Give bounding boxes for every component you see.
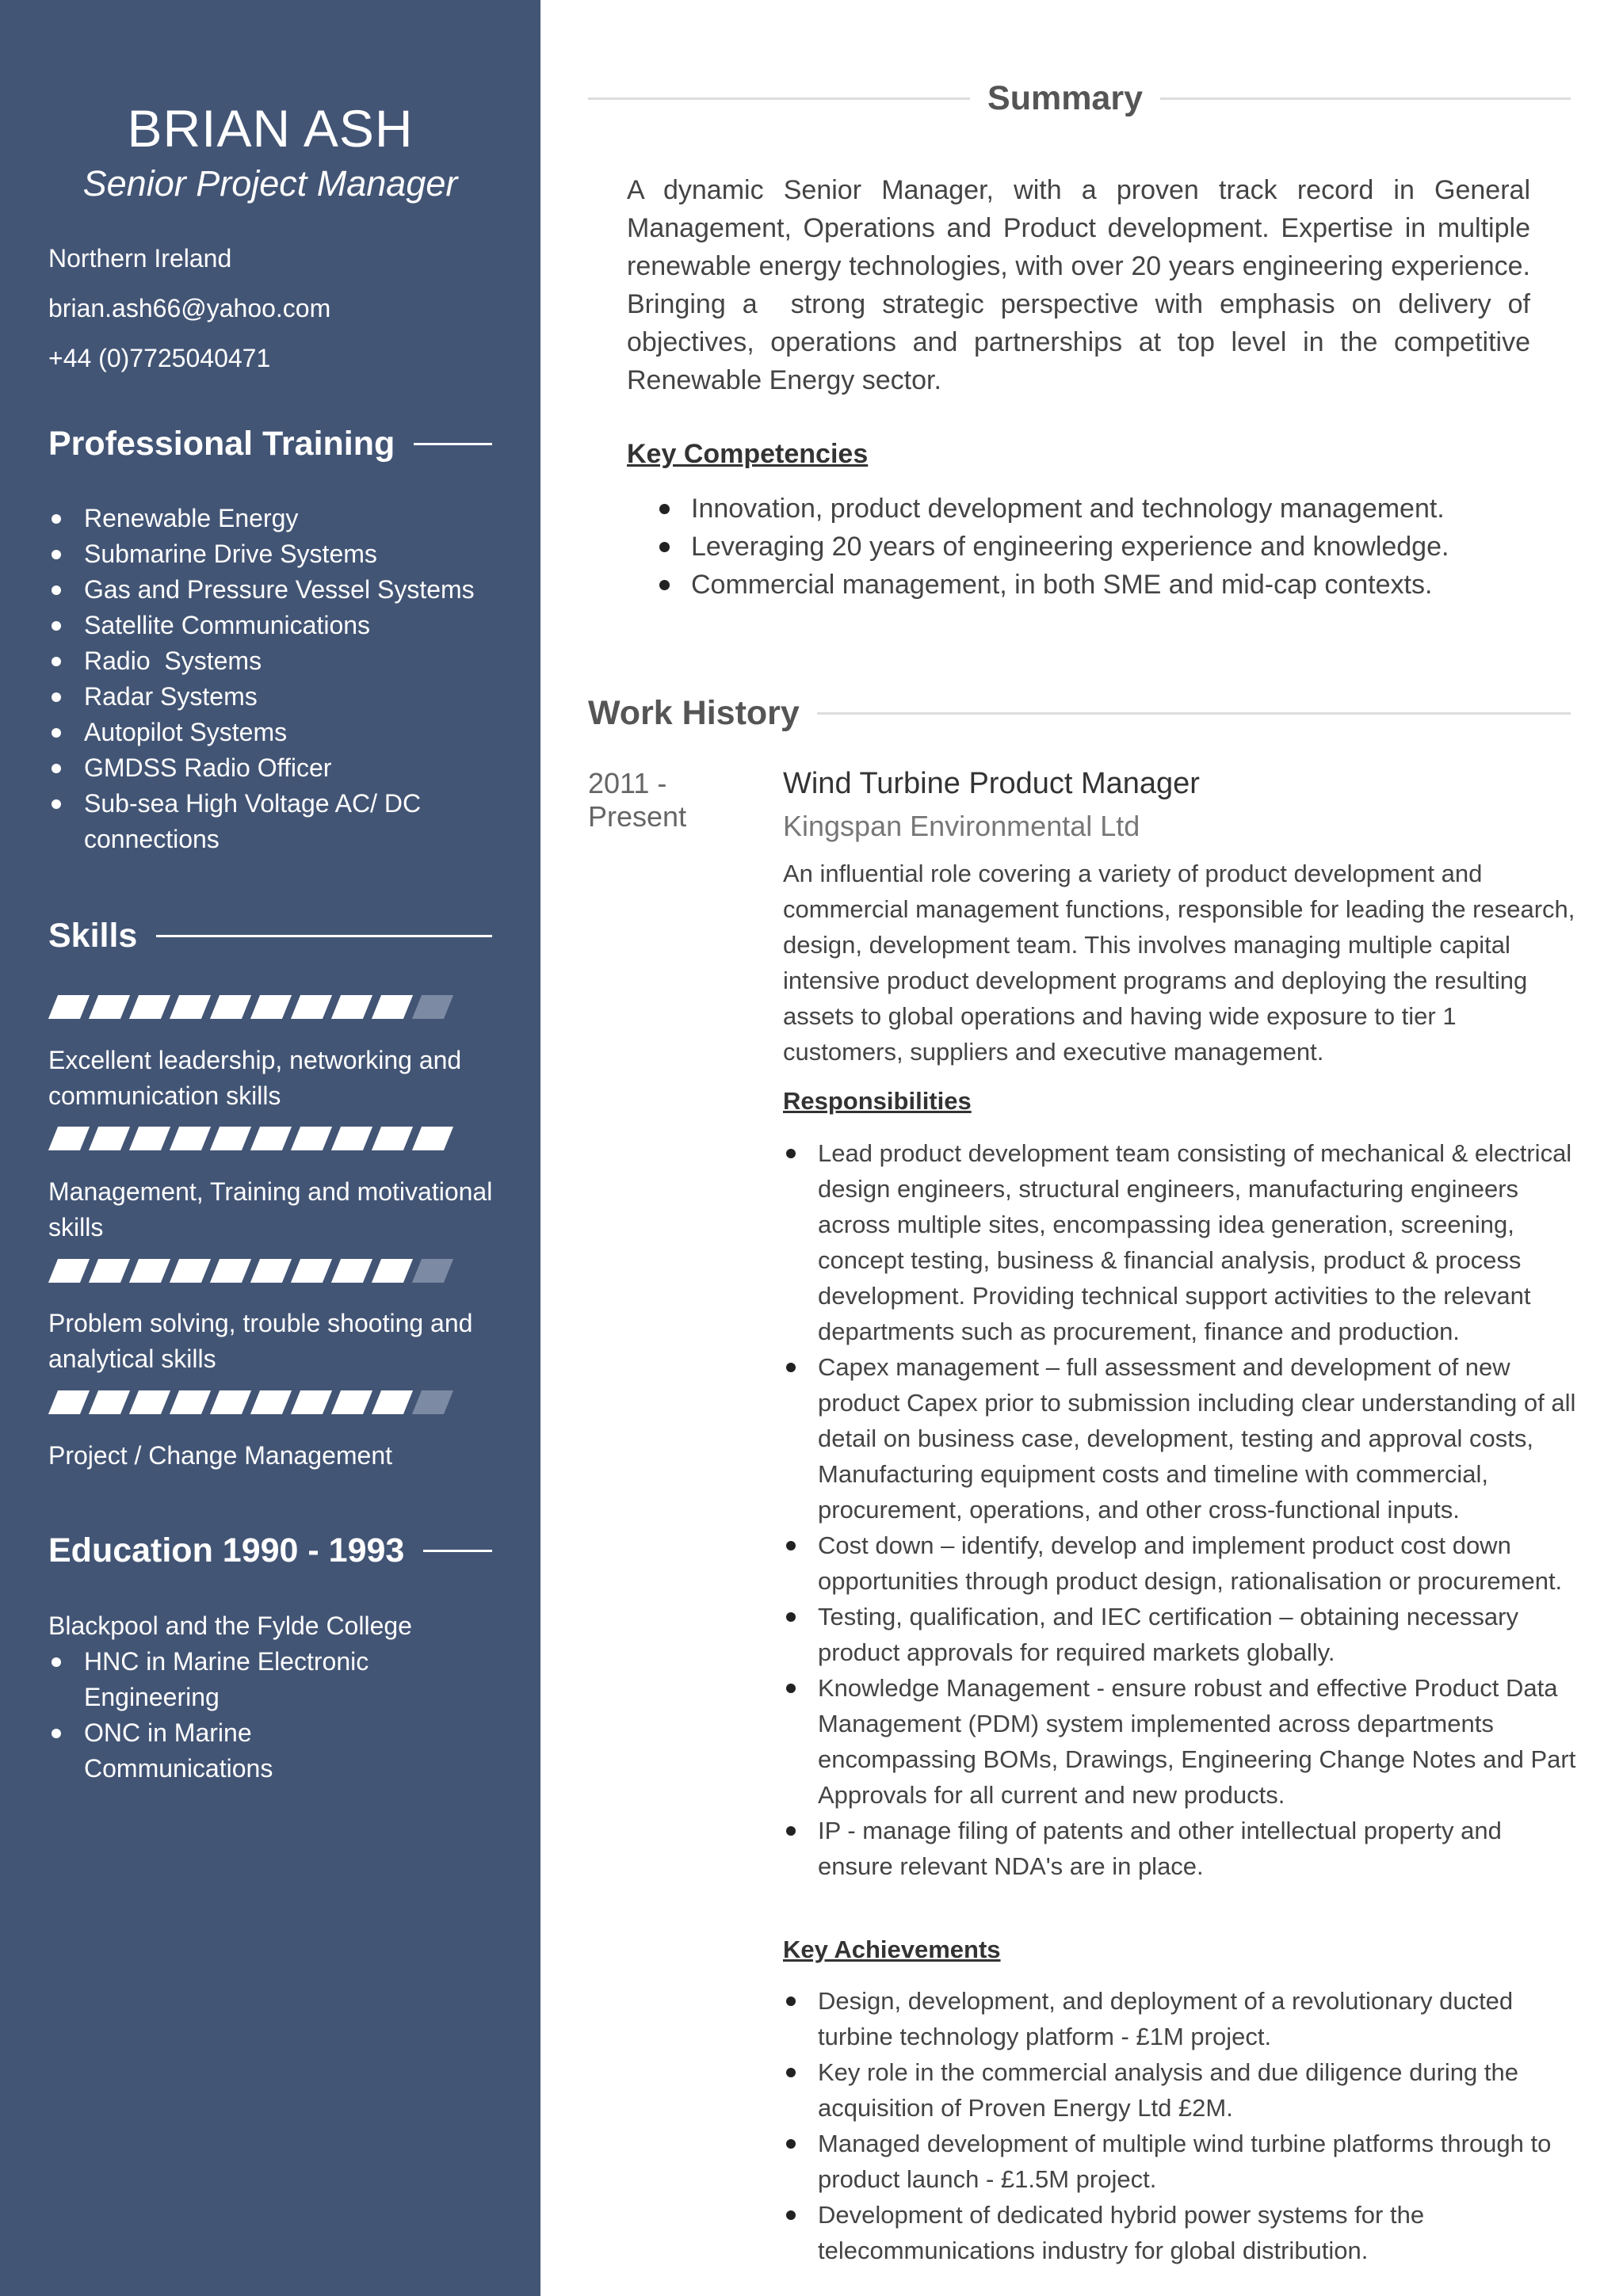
skill-segment — [412, 1259, 453, 1283]
skill-segment — [331, 1127, 372, 1150]
skill-segment — [48, 1259, 90, 1283]
training-item: GMDSS Radio Officer — [48, 750, 492, 786]
skill-segment — [210, 995, 251, 1019]
skill-segment — [129, 1127, 170, 1150]
skill-segment — [210, 1127, 251, 1150]
skill-segment — [291, 1127, 332, 1150]
skill-label: Excellent leadership, networking and communication skills — [48, 1046, 462, 1110]
competency-item: Innovation, product development and technology management. — [659, 490, 1563, 528]
skill-segment — [48, 1127, 90, 1150]
responsibilities-list — [783, 1135, 1583, 1884]
job-title: Wind Turbine Product Manager — [783, 767, 1200, 800]
skill-segment — [291, 1259, 332, 1283]
skill-segment — [170, 1390, 211, 1414]
job-dates — [588, 767, 686, 833]
skill-segment — [170, 1127, 211, 1150]
responsibility-item: Knowledge Management - ensure robust and effective Product Data Management (PDM) system implemented across departments encompassing BOMs, Drawings, Engineering Change Notes and Part Approvals for all current and new products. — [783, 1670, 1583, 1813]
skill-segment — [89, 1390, 130, 1414]
skills-heading — [48, 917, 492, 955]
training-item: Satellite Communications — [48, 608, 492, 643]
training-item: Radio Systems — [48, 643, 492, 679]
skill-rating-bar — [48, 1259, 460, 1283]
training-item: Sub-sea High Voltage AC/ DC connections — [48, 786, 433, 857]
skill-label: Management, Training and motivational skills — [48, 1177, 493, 1241]
education-list — [48, 1644, 445, 1787]
skill-segment — [412, 995, 453, 1019]
training-item: Radar Systems — [48, 679, 492, 715]
skill-segment — [89, 1127, 130, 1150]
training-item: Submarine Drive Systems — [48, 536, 492, 572]
education-heading-text: Education 1990 - 1993 — [48, 1531, 405, 1569]
summary-heading-text: Summary — [987, 79, 1143, 117]
heading-divider — [817, 712, 1571, 715]
training-item: Renewable Energy — [48, 501, 492, 536]
summary-heading — [588, 79, 1571, 118]
skill-segment — [170, 995, 211, 1019]
skill-segment — [89, 1259, 130, 1283]
skill-segment — [48, 1390, 90, 1414]
responsibility-item: Lead product development team consisting of mechanical & electrical design engineers, structural engineers, manufacturing engineers across multiple sites, encompassing idea generation, screening, concept testing, business & financial analysis, product & process development. Providing technical support activities to the relevant departments such as procurement, finance and production. — [783, 1135, 1583, 1349]
job-date-end: Present — [588, 800, 687, 833]
candidate-name: BRIAN ASH — [127, 99, 414, 158]
education-item: HNC in Marine Electronic Engineering — [48, 1644, 385, 1715]
skill-segment — [412, 1390, 453, 1414]
skill-segment — [48, 995, 90, 1019]
skill-segment — [372, 1390, 413, 1414]
skill-segment — [210, 1390, 251, 1414]
skill-segment — [170, 1259, 211, 1283]
training-heading — [48, 425, 492, 463]
job-company: Kingspan Environmental Ltd — [783, 810, 1140, 842]
education-heading — [48, 1531, 492, 1570]
heading-divider — [156, 935, 492, 937]
skill-segment — [250, 1259, 292, 1283]
responsibility-item: Testing, qualification, and IEC certification – obtaining necessary product approvals for required markets globally. — [783, 1599, 1583, 1670]
heading-divider — [423, 1550, 492, 1552]
skill-segment — [89, 995, 130, 1019]
skill-segment — [412, 1127, 453, 1150]
skill-rating-bar — [48, 995, 460, 1019]
training-list — [48, 501, 492, 857]
training-item: Gas and Pressure Vessel Systems — [48, 572, 492, 608]
skill-label: Problem solving, trouble shooting and analytical skills — [48, 1309, 473, 1373]
skill-label: Project / Change Management — [48, 1441, 393, 1470]
competencies-list — [659, 490, 1563, 604]
skill-segment — [250, 1127, 292, 1150]
work-history-heading — [588, 694, 1571, 733]
job-date-start: 2011 - — [588, 767, 667, 799]
skill-segment — [250, 1390, 292, 1414]
skill-segment — [331, 1390, 372, 1414]
work-history-heading-text: Work History — [588, 694, 800, 732]
responsibility-item: IP - manage filing of patents and other intellectual property and ensure relevant NDA's are in place. — [783, 1813, 1583, 1884]
training-item: Autopilot Systems — [48, 715, 492, 750]
education-school: Blackpool and the Fylde College — [48, 1611, 412, 1640]
achievements-heading: Key Achievements — [783, 1936, 1001, 1963]
contact-phone[interactable]: +44 (0)7725040471 — [48, 344, 271, 372]
competency-item: Commercial management, in both SME and mid-cap contexts. — [659, 566, 1563, 604]
contact-email[interactable]: brian.ash66@yahoo.com — [48, 294, 331, 322]
skill-segment — [291, 1390, 332, 1414]
skill-rating-bar — [48, 1127, 460, 1150]
skill-segment — [372, 995, 413, 1019]
responsibility-item: Capex management – full assessment and development of new product Capex prior to submission including clear understanding of all detail on business case, development, testing and approval costs, Manufacturing equipment costs and timeline with commercial, procurement, operations, and other cross-functional inputs. — [783, 1349, 1583, 1527]
skill-segment — [210, 1259, 251, 1283]
education-item: ONC in Marine Communications — [48, 1715, 445, 1787]
skill-segment — [331, 995, 372, 1019]
achievement-item: Managed development of multiple wind turbine platforms through to product launch - £1.5M project. — [783, 2126, 1583, 2197]
achievement-item: Key role in the commercial analysis and due diligence during the acquisition of Proven Energy Ltd £2M. — [783, 2054, 1583, 2126]
skill-segment — [331, 1259, 372, 1283]
candidate-title: Senior Project Manager — [82, 163, 458, 204]
training-heading-text: Professional Training — [48, 425, 395, 463]
skill-segment — [291, 995, 332, 1019]
contact-location: Northern Ireland — [48, 244, 232, 273]
achievements-list — [783, 1983, 1583, 2268]
responsibility-item: Cost down – identify, develop and implement product cost down opportunities through product design, rationalisation or procurement. — [783, 1527, 1583, 1599]
heading-divider — [1160, 97, 1571, 100]
skill-segment — [129, 1259, 170, 1283]
sidebar — [0, 0, 540, 2296]
achievement-item: Design, development, and deployment of a revolutionary ducted turbine technology platform - £1M project. — [783, 1983, 1583, 2054]
skill-segment — [372, 1259, 413, 1283]
competencies-heading: Key Competencies — [627, 439, 869, 469]
responsibilities-heading: Responsibilities — [783, 1087, 972, 1115]
skill-segment — [129, 1390, 170, 1414]
achievement-item: Development of dedicated hybrid power systems for the telecommunications industry for global distribution. — [783, 2197, 1583, 2268]
skill-rating-bar — [48, 1390, 460, 1414]
heading-divider — [588, 97, 970, 100]
heading-divider — [414, 443, 492, 445]
skills-heading-text: Skills — [48, 917, 138, 955]
job-description: An influential role covering a variety of product development and commercial management functions, responsible for leading the research, design, development team. This involves managing multiple capital intensive product development programs and deploying the resulting assets to global operations and having wide exposure to tier 1 customers, suppliers and executive management. — [783, 860, 1575, 1066]
skill-segment — [372, 1127, 413, 1150]
competency-item: Leveraging 20 years of engineering experience and knowledge. — [659, 528, 1563, 566]
skill-segment — [129, 995, 170, 1019]
skill-segment — [250, 995, 292, 1019]
summary-text: A dynamic Senior Manager, with a proven track record in General Management, Operations and Product development. Expertise in multiple renewable energy technologies, with over 20 years engineering experience. Bringing a strong strategic perspective with emphasis on delivery of objectives, operations and partnerships at top level in the competitive Renewable Energy sector. — [627, 175, 1538, 395]
